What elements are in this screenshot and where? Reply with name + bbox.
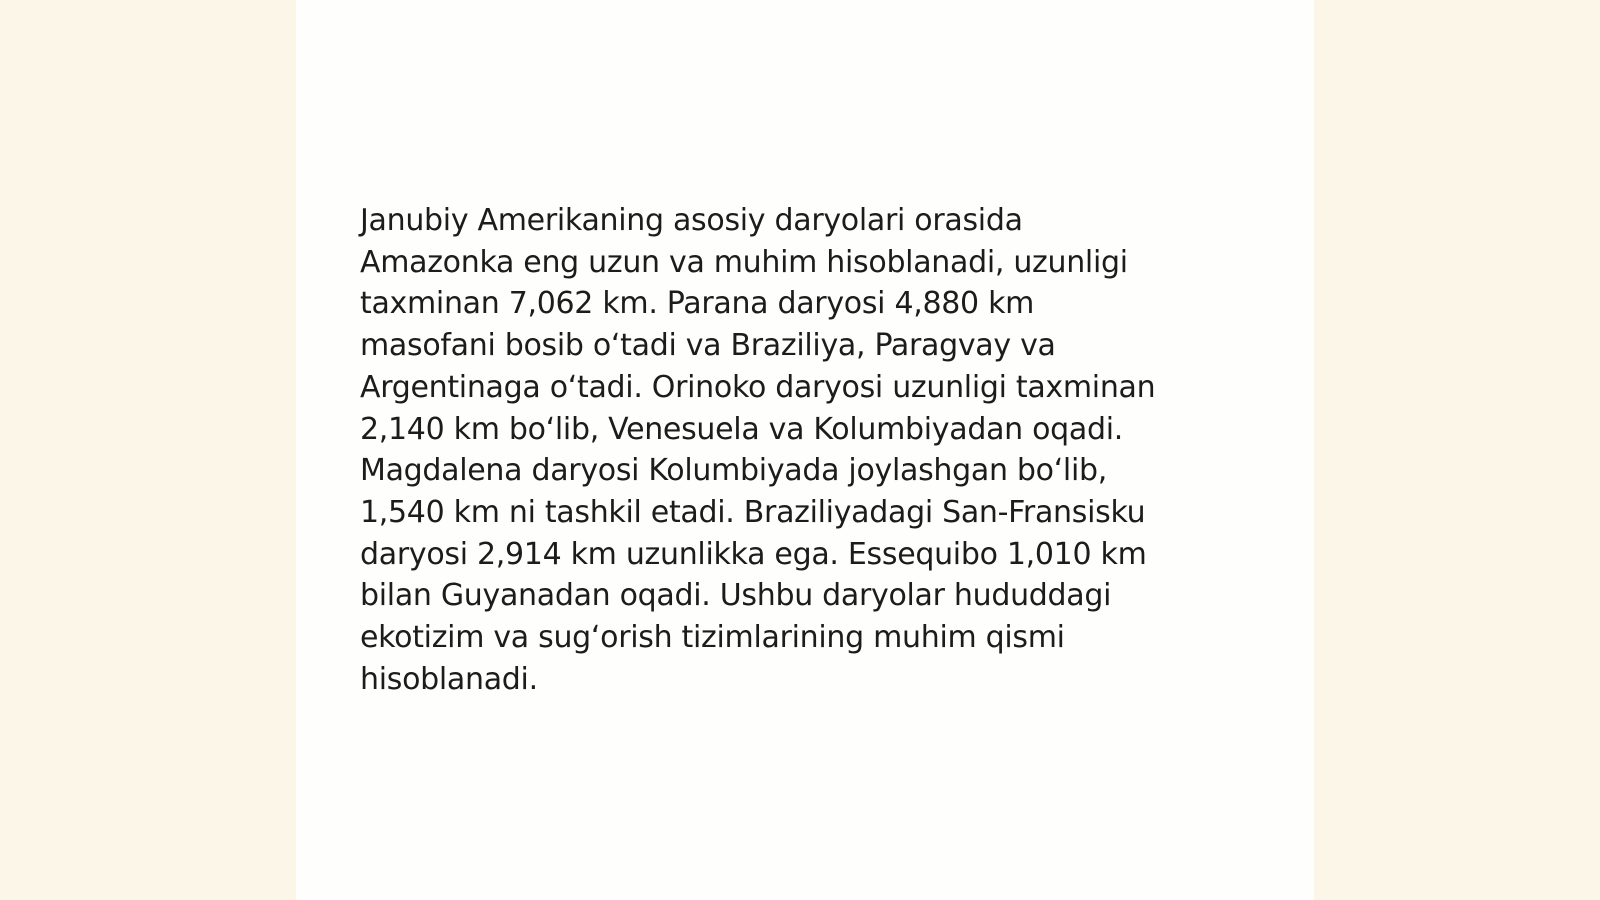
document-page: [296, 0, 1314, 900]
right-margin: [1314, 0, 1600, 900]
body-paragraph: Janubiy Amerikaning asosiy daryolari orasida Amazonka eng uzun va muhim hisoblanadi, uzunligi taxminan 7,062 km. Parana daryosi 4,880 km masofani bosib o‘tadi va Braziliya, Paragvay va Argentinaga o‘tadi. Orinoko daryosi uzunligi taxminan 2,140 km bo‘lib, Venesuela va Kolumbiyadan oqadi. Magdalena daryosi Kolumbiyada joylashgan bo‘lib, 1,540 km ni tashkil etadi. Braziliyadagi San-Fransisku daryosi 2,914 km uzunlikka ega. Essequibo 1,010 km bilan Guyanadan oqadi. Ushbu daryolar hududdagi ekotizim va sug‘orish tizimlarining muhim qismi hisoblanadi.: [360, 203, 1156, 697]
left-margin: [0, 0, 296, 900]
